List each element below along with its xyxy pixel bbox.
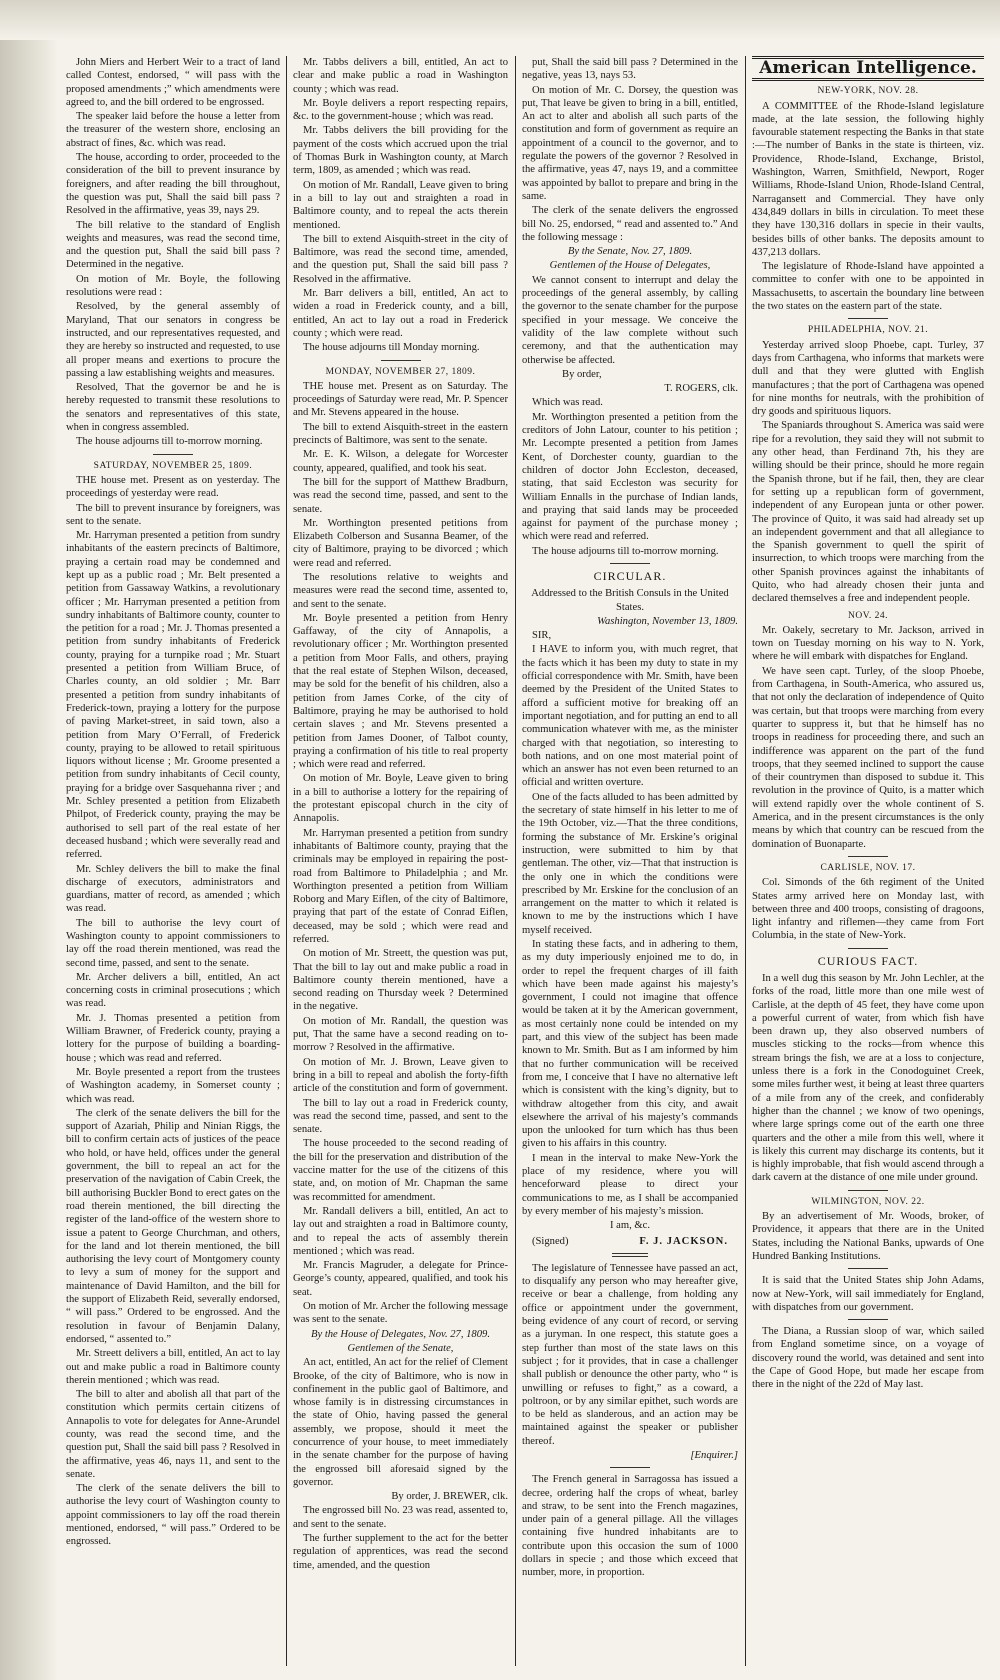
- paragraph: On motion of Mr. Archer the following message was sent to the senate.: [293, 1301, 508, 1326]
- paragraph: Mr. Boyle presented a report from the trustees of Washington academy, in Somerset county ; which was read.: [66, 1066, 280, 1105]
- paragraph: One of the facts alluded to has been admitted by the secretary of state himself in his letter to me of the 19th October, viz.—That the three conditions, forming the substance of Mr. Erskine’s original instruction, were submitted to him by that gentleman. The other, viz—That that instruction is the only one in which the conditions were prescribed by Mr. Erskine for the conclusion of an arrangement on the matter to which it related is known to me by the instructions which I have myself received.: [522, 791, 738, 936]
- message-order: By order,: [562, 368, 602, 380]
- paragraph: The further supplement to the act for the better regulation of apprentices, was read the second time, amended, and the question: [293, 1533, 508, 1571]
- message-signature: By order, J. BREWER, clk.: [391, 1491, 508, 1503]
- paragraph: Mr. Schley delivers the bill to make the final discharge of executors, administrators and guardians, matter of record, as amended ; which was read.: [66, 863, 280, 915]
- circular-date: Washington, November 13, 1809.: [597, 615, 738, 627]
- column-rule: [286, 56, 287, 1666]
- paragraph: The bill to lay out a road in Frederick county, was read the second time, passed, and sent to the senate.: [293, 1097, 508, 1136]
- paragraph: THE house met. Present as on yesterday. The proceedings of yesterday were read.: [66, 474, 280, 500]
- paragraph: Mr. Barr delivers a bill, entitled, An act to widen a road in Frederick county, and a bill, entitled, An act to lay out a road in Frederick county ; which were read.: [293, 288, 508, 339]
- adams-article: It is said that the United States ship John Adams, now at New-York, will sail immediately for England, with dispatches from our government.: [752, 1275, 984, 1313]
- paragraph: Mr. Worthington presented a petition from the creditors of John Latour, counter to his petition ; Mr. Lecompte presented a petition from James Kent, of Dorchester county, guardian to the children of doctor John Eccleston, deceased, stating, that said Eccleston was security for William Ennalls in the purchase of Indian lands, and praying that said lands may be proceeded against for payment of the purchase money ; which were read and referred.: [522, 411, 738, 543]
- dateline: SATURDAY, NOVEMBER 25, 1809.: [93, 460, 253, 471]
- paragraph: The house, according to order, proceeded to the consideration of the bill to prevent insurance by foreigners, and after reading the bill throughout, the question was put, Shall the said bill pass ? Resolved in the affirmative, yeas 39, nays 29.: [66, 152, 280, 217]
- paragraph: The clerk of the senate delivers the bill for the support of Azariah, Philip and Ninian Riggs, the bill to confirm certain acts of justices of the peace who hold, or have held, offices under the general government, the bill to repeal an act for the preservation of the navigation of Cabin Creek, the bill authorising Buckler Bond to erect gates on the road therein mentioned, the bill directing the register of the land-office of the western shore to issue a patent to George Churchman, and others, for the land and lot therein mentioned, the bill authorising the levy court of Montgomery county to levy a sum of money for the support and maintenance of David Hamilton, and the bill for the support of Elizabeth Reid, severally endorsed, “ will pass.” Ordered to be engrossed. And the resolution in favour of Benjamin Dalany, endorsed, “ assented to.”: [66, 1107, 280, 1345]
- ny-paras: [752, 100, 984, 314]
- signed-label: (Signed): [532, 1235, 569, 1247]
- wilmington-article: By an advertisement of Mr. Woods, broker, of Providence, it appears that there are in the United States, including the National Banks, upwards of One Hundred Banking Institutions.: [752, 1211, 984, 1262]
- paragraph: Mr. Boyle presented a petition from Henry Gaffaway, of the city of Annapolis, a revolutionary officer ; Mr. Worthington presented a petition from Moor Falls, and others, praying that the real estate of Stephen Wilson, deceased, may be sold for the benefit of his children, also a petition from James Corke, of the city of Baltimore, praying he may be authorised to hold certain slaves ; and Mr. Stevens presented a petition from James Dooner, of Talbot county, praying a confirmation of his title to real property ; which were read and referred.: [293, 612, 508, 771]
- letter-closing: I am, &c.: [609, 1220, 650, 1232]
- paragraph: Mr. E. K. Wilson, a delegate for Worcester county, appeared, qualified, and took his seat.: [293, 449, 508, 474]
- dateline: PHILADELPHIA, NOV. 21.: [807, 325, 929, 336]
- message-signature: T. ROGERS, clk.: [664, 383, 738, 395]
- paragraph: On motion of Mr. J. Brown, Leave given to bring in a bill to repeal and abolish the forty-fifth article of the constitution and form of government.: [293, 1056, 508, 1095]
- letter-signature: [532, 1235, 728, 1248]
- dateline: CARLISLE, NOV. 17.: [820, 862, 916, 873]
- saragossa-article: The French general in Sarragossa has issued a decree, ordering half the crops of wheat, barley and straw, to be sent into the French magazines, under pain of a general pillage. All the villages containing five hundred inhabitants are to contribute upon this occasion the sum of 1000 dollars in specie ; and those which exceed that number, more, in proportion.: [522, 1474, 738, 1579]
- salutation: SIR,: [532, 630, 552, 642]
- curious-title: CURIOUS FACT.: [817, 953, 919, 968]
- separator: [612, 1253, 648, 1257]
- diana-article: The Diana, a Russian sloop of war, which sailed from England sometime since, on a voyage of discovery round the world, was detained and sent into the Cape of Good Hope, but made her escape from there in the night of the 22d of May last.: [752, 1326, 984, 1391]
- carlisle-article: Col. Simonds of the 6th regiment of the United States army arrived here on Monday last, with between three and 400 troops, consisting of dragoons, light infantry and riflemen—they came from Fort Columbia, in the state of New-York.: [752, 877, 984, 942]
- separator: [848, 1268, 888, 1269]
- paragraph: I HAVE to inform you, with much regret, that the facts which it has been my duty to state in my official correspondence with Mr. Smith, have been deemed by the President of the United States to afford a sufficient motive for breaking off an important negotiation, and for putting an end to all communication whatever with me, as the minister charged with that negotiation, so interesting to both nations, and on one most material point of which an answer has not even been returned to an official and written overture.: [522, 644, 738, 789]
- paragraph: Mr. J. Thomas presented a petition from William Brawner, of Frederick county, praying a lottery for the purpose of building a boarding-house ; which was read and referred.: [66, 1012, 280, 1064]
- paragraph: We have seen capt. Turley, of the sloop Phoebe, from Carthagena, in South-America, who assured us, that not only the declaration of independence of Quito was certain, but that troops were marching from every quarter to suppress it, but that he himself has no troops in readiness for proceeding there, and such an indifference was apparent on the part of the fund troops, that they seemed inclined to support the cause of their countrymen than disposed to subdue it. This revolution in the province of Quito, is a matter which will extend rapidly over the whole continent of S. America, and in the present circumstances is the only means by which that country can be rescued from the domination of Buonaparte.: [752, 665, 984, 850]
- paragraph: Mr. Archer delivers a bill, entitled, An act concerning costs in criminal prosecutions ; which was read.: [66, 971, 280, 1010]
- dateline: NOV. 24.: [848, 610, 888, 621]
- section-masthead: American Intelligence.: [752, 56, 984, 81]
- letter-body: [522, 643, 738, 1218]
- paragraph: Mr. Tabbs delivers a bill, entitled, An act to clear and make public a road in Washington county ; which was read.: [293, 57, 508, 95]
- paragraph: Which was read.: [532, 397, 603, 409]
- column-rule: [745, 56, 746, 1666]
- separator: [610, 563, 650, 564]
- paragraph: In stating these facts, and in adhering to them, as my duty imperiously enjoined me to do, in order to repel the frequent charges of ill faith which have been made against his majesty’s government, I could not imagine that offence would be taken at it by the American government, as most certainly none could be intended on my part, and this view of the subject has been made known to Mr. Smith. But as I am informed by him that no further communication will be received from me, I conceive that I have no alternative left which is consistent with the king’s dignity, but to withdraw altogether from this city, and await elsewhere the arrival of his majesty’s commands upon the unlooked for turn which has thus been given to his affairs in this country.: [522, 939, 738, 1150]
- paragraph: Mr. Harryman presented a petition from sundry inhabitants of the eastern precincts of Baltimore, praying a certain road may be condemned and kept up as a public road ; Mr. Belt presented a petition from Gassaway Watkins, a revolutionary officer ; Mr. Harryman presented a petition from sundry inhabitants of Baltimore county, counter to the petition for a road ; Mr. J. Thomas presented a petition from sundry inhabitants of Frederick county, praying for a turnpike road ; Mr. Stuart presented a petition from William Bruce, of Charles county, an old soldier ; Mr. Barr presented a petition from sundry inhabitants of Frederick-town, praying a lottery for the purpose of paving Market-street, in said town, also a petition from Mary O’Ferrall, of Frederick county, praying to be allowed to retail spirituous liquors without license ; Mr. Groome presented a petition from sundry inhabitants of Cecil county, praying for a bridge over Sasquehanna river ; and Mr. Schley presented a petition from Elizabeth Philpot, of Frederick county, praying the may be authorised to sell part of the real estate of her deceased husband ; which were severally read and referred.: [66, 530, 280, 861]
- paragraph: John Miers and Herbert Weir to a tract of land called Contest, endorsed, “ will pass with the proposed amendments ;” which amendments were agreed to, and the bill ordered to be engrossed.: [66, 57, 280, 108]
- circular-title: CIRCULAR.: [593, 568, 667, 583]
- separator: [153, 454, 193, 455]
- dateline: WILMINGTON, NOV. 22.: [811, 1196, 925, 1207]
- message-heading: By the Senate, Nov. 27, 1809.: [567, 246, 693, 258]
- col2-paras3: [293, 1504, 508, 1571]
- col3-paras2: [522, 396, 738, 558]
- paragraph: The house proceeded to the second reading of the bill for the preservation and distribution of the vaccine matter for the use of the citizens of this state, and, on motion of Mr. Chapman the same was recommitted for amendment.: [293, 1138, 508, 1203]
- paragraph: The clerk of the senate delivers the bill to authorise the levy court of Washington county to appoint commissioners to lay off the road therein mentioned, endorsed, “ will pass.” Ordered to be engrossed.: [66, 1483, 280, 1548]
- signed-name: F. J. JACKSON.: [639, 1235, 728, 1247]
- separator: [848, 948, 888, 949]
- separator: [381, 360, 421, 361]
- separator: [848, 856, 888, 857]
- paragraph: Mr. Streett delivers a bill, entitled, An act to lay out and make public a road in Baltimore county therein mentioned ; which was read.: [66, 1348, 280, 1386]
- col2-paras: [293, 56, 508, 355]
- dateline: NEW-YORK, NOV. 28.: [817, 86, 919, 97]
- paragraph: put, Shall the said bill pass ? Determined in the negative, yeas 13, nays 53.: [522, 57, 738, 82]
- paragraph: Mr. Tabbs delivers the bill providing for the payment of the costs which accrued upon the trial of Thomas Burk in Washington county, at March term, 1809, as amended ; which was read.: [293, 125, 508, 177]
- col2-paras2: [293, 380, 508, 1327]
- message-body: An act, entitled, An act for the relief of Clement Brooke, of the city of Baltimore, who is now in confinement in the public gaol of Baltimore, and whose family is in distressing circumstances in the state of Ohio, having passed the general assembly, we propose, should it meet the concurrence of your house, to meet immediately in the senate chamber for the purpose of having the engrossed bill aforesaid signed by the governor.: [293, 1357, 508, 1488]
- paragraph: Mr. Francis Magruder, a delegate for Prince-George’s county, appeared, qualified, and took his seat.: [293, 1260, 508, 1298]
- paragraph: The legislature of Rhode-Island have appointed a committee to confer with one to be appointed in Massachusetts, to ascertain the boundary line between the two states on the eastern part of the state.: [752, 261, 984, 313]
- paragraph: Mr. Worthington presented petitions from Elizabeth Colberson and Susanna Beamer, of the city of Baltimore, praying to be divorced ; which were read and referred.: [293, 517, 508, 569]
- paragraph: The bill to extend Aisquith-street in the eastern precincts of Baltimore, was sent to the senate.: [293, 421, 508, 447]
- column-3: [522, 56, 738, 1666]
- column-4: [752, 56, 984, 1666]
- separator: [610, 1467, 650, 1468]
- paragraph: THE house met. Present as on Saturday. The proceedings of Saturday were read, Mr. P. Spencer and Mr. Stevens appeared in the house.: [293, 380, 508, 419]
- column-2: [293, 56, 508, 1666]
- paragraph: On motion of Mr. Randall, Leave given to bring in a bill to lay out and straighten a road in Baltimore county, and to repeal the acts therein mentioned.: [293, 179, 508, 231]
- paragraph: The resolutions relative to weights and measures were read the second time, assented to, and sent to the senate.: [293, 571, 508, 610]
- col1-paras: [66, 56, 280, 449]
- paragraph: The speaker laid before the house a letter from the treasurer of the western shore, enclosing an abstract of fines, &c. which was read.: [66, 111, 280, 149]
- paragraph: The clerk of the senate delivers the engrossed bill No. 25, endorsed, “ read and assented to.” And the following message :: [522, 205, 738, 243]
- paragraph: The bill to prevent insurance by foreigners, was sent to the senate.: [66, 502, 280, 527]
- paragraph: The bill for the support of Matthew Bradburn, was read the second time, passed, and sent to the senate.: [293, 476, 508, 515]
- paragraph: On motion of Mr. Boyle, the following resolutions were read :: [66, 273, 280, 299]
- source-credit: [Enquirer.]: [690, 1449, 738, 1461]
- paragraph: The engrossed bill No. 23 was read, assented to, and sent to the senate.: [293, 1505, 508, 1530]
- paragraph: Resolved, by the general assembly of Maryland, That our senators in congress be instructed, and our representatives requested, and they are hereby so instructed and requested, to use all proper means and exertions to procure the passing a law establishing weights and measures.: [66, 301, 280, 379]
- column-1: [66, 56, 280, 1666]
- paragraph: Mr. Harryman presented a petition from sundry inhabitants of Baltimore county, praying that the criminals may be employed in repairing the post-road from Baltimore to Philadelphia ; and Mr. Worthington presented a petition from William Roborg and Mary Eiflen, of the city of Baltimore, praying that part of the estate of Conrad Eiflen, deceased, may be sold ; which were read and referred.: [293, 827, 508, 945]
- phil-paras: [752, 339, 984, 606]
- paragraph: The bill relative to the standard of English weights and measures, was read the second time, and the question put, Shall the said bill pass ? Determined in the negative.: [66, 219, 280, 271]
- paragraph: The house adjourns till Monday morning.: [303, 342, 480, 354]
- message-salutation: Gentlemen of the House of Delegates,: [549, 260, 711, 272]
- circular-subtitle: Addressed to the British Consuls in the United States.: [531, 588, 729, 613]
- paragraph: On motion of Mr. Streett, the question was put, That the bill to lay out and make public a road in Baltimore county therein mentioned, have a second reading on Thursday week ? Determined in the negative.: [293, 948, 508, 1013]
- col3-paras: [522, 56, 738, 244]
- paragraph: I mean in the interval to make New-York the place of my residence, where you will henceforward please to direct your communications to me, as I shall be accompanied by every member of his majesty’s mission.: [522, 1152, 738, 1217]
- paragraph: The bill to authorise the levy court of Washington county to appoint commissioners to lay off the road therein mentioned, was read the second time, passed, and sent to the senate.: [66, 917, 280, 969]
- paragraph: A COMMITTEE of the Rhode-Island legislature made, at the late session, the following highly favourable statement respecting the Banks in that state :—The number of Banks in the state is thirteen, viz. Providence, Rhode-Island, Exchange, Bristol, Washington, Warren, Smithfield, Newport, Roger Williams, Rhode-Island Union, Rhode-Island Central, Narragansett and Commercial. They have only 434,849 dollars in bills in circulation. To meet these they have 130,316 dollars in specie in their vaults, besides bills of other banks. The deposits amount to 437,213 dollars.: [752, 100, 984, 258]
- dateline: MONDAY, NOVEMBER 27, 1809.: [325, 366, 476, 377]
- paragraph: The bill to alter and abolish all that part of the constitution which permits certain citizens of Annapolis to vote for delegates for Anne-Arundel county, was read the second time, and the question put, Shall the said bill pass ? Resolved in the affirmative, yeas 46, nays 11, and sent to the senate.: [66, 1389, 280, 1480]
- paragraph: Yesterday arrived sloop Phoebe, capt. Turley, 37 days from Carthagena, who informs that markets were dull and that they were glutted with English manufactures ; that the port of Carthagena was opened for nine months for neutrals, with the prohibition of dry goods and spirituous liquors.: [752, 339, 984, 418]
- separator: [848, 318, 888, 319]
- paragraph: The Spaniards throughout S. America was said were ripe for a revolution, they said they will not submit to any other head, than Ferdinand 7th, his they are willing should be their prince, should he more regain the Spanish throne, but if he fail, then, they are clear for setting up a republican form of government, independent of any European junta or other power. The province of Quito, it was said had already set up an independent government and that all allegiance to the Spanish government to quell the spirit of insurrection, to which troops were marching from the other Spanish provinces against the inhabitants of Quito, who had already chosen their junta and declared themselves a free and independent people.: [752, 420, 984, 605]
- curious-article: In a well dug this season by Mr. John Lechler, at the forks of the road, little more than one mile west of Carlisle, at the depth of 45 feet, they have come upon a powerful current of water, from which fish have been drawn up, they also observed numbers of muscles sticking to the rocks—from whence this stream brings the fish, we are at a loss to conjecture, unless there is a fork in the Conodoguinet Creek, some miles further west, it being at least three quarters of a mile from any of the creek, and confiderably higher than the channel ; we know of two openings, where large springs come out of the earth one three quarters and the other a mile from this well, where it is likely this current may discharge its contents, but it is highly improbable, that fish would ascend through a dark cavern at the distance of one mile under ground.: [752, 973, 984, 1184]
- message-salutation: Gentlemen of the Senate,: [347, 1342, 454, 1354]
- column-rule: [515, 56, 516, 1666]
- col1-paras2: [66, 474, 280, 1549]
- paragraph: The bill to extend Aisquith-street in the city of Baltimore, was read the second time, amended, and the question put, Shall the said bill pass ? Resolved in the affirmative.: [293, 233, 508, 285]
- paragraph: On motion of Mr. Boyle, Leave given to bring in a bill to authorise a lottery for the repairing of the protestant episcopal church in the city of Annapolis.: [293, 773, 508, 825]
- paragraph: Resolved, That the governor be and he is hereby requested to transmit these resolutions to the senators and representatives of this state, when in congress assembled.: [66, 382, 280, 434]
- paragraph: Mr. Randall delivers a bill, entitled, An act to lay out and straighten a road in Baltimore county, and to repeal the acts of assembly therein mentioned ; which was read.: [293, 1205, 508, 1257]
- paragraph: Mr. Oakely, secretary to Mr. Jackson, arrived in town on Tuesday morning on his way to N. York, where he will embark with dispatches for England.: [752, 624, 984, 663]
- scan-edge-top: [0, 0, 1000, 40]
- nov24-paras: [752, 624, 984, 851]
- paragraph: The house adjourns till to-morrow morning.: [532, 545, 719, 557]
- tennessee-article: The legislature of Tennessee have passed an act, to disqualify any person who may hereafter give, receive or bear a challenge, from holding any office or appointment under the government, being evidence of any court of record, or serving as a juryman. In one respect, this statute goes a step further than most of the state laws on this subject ; for it provides, that in case a challenger shall publish or denounce the other party, who “ is unwilling or refuses to fight,” as a coward, a poltroon, or by any similar epithet, such words are to be held as slanderous, and an action may be maintained against the speaker or publisher thereof.: [522, 1262, 738, 1447]
- scan-edge-left: [0, 0, 58, 1680]
- separator: [848, 1190, 888, 1191]
- message-body: We cannot consent to interrupt and delay the proceedings of the general assembly, by calling the governor to the senate chamber for the purpose specified in your message. We conceive the validity of the law complete without such ceremony, and that the authentication may otherwise be affected.: [522, 274, 738, 366]
- paragraph: Mr. Boyle delivers a report respecting repairs, &c. to the government-house ; which was read.: [293, 97, 508, 123]
- paragraph: On motion of Mr. C. Dorsey, the question was put, That leave be given to bring in a bill, entitled, An act to alter and abolish all such parts of the constitution and form of government as require an appointment of a council to the governor, and to regulate the powers of the governor ? Resolved in the affirmative, yeas 47, nays 19, and a committee was appointed by ballot to prepare and bring in the same.: [522, 84, 738, 202]
- separator: [848, 1319, 888, 1320]
- paragraph: On motion of Mr. Randall, the question was put, That the same have a second reading on to-morrow ? Resolved in the affirmative.: [293, 1015, 508, 1054]
- message-heading: By the House of Delegates, Nov. 27, 1809.: [311, 1328, 490, 1340]
- paragraph: The house adjourns till to-morrow morning.: [76, 436, 263, 448]
